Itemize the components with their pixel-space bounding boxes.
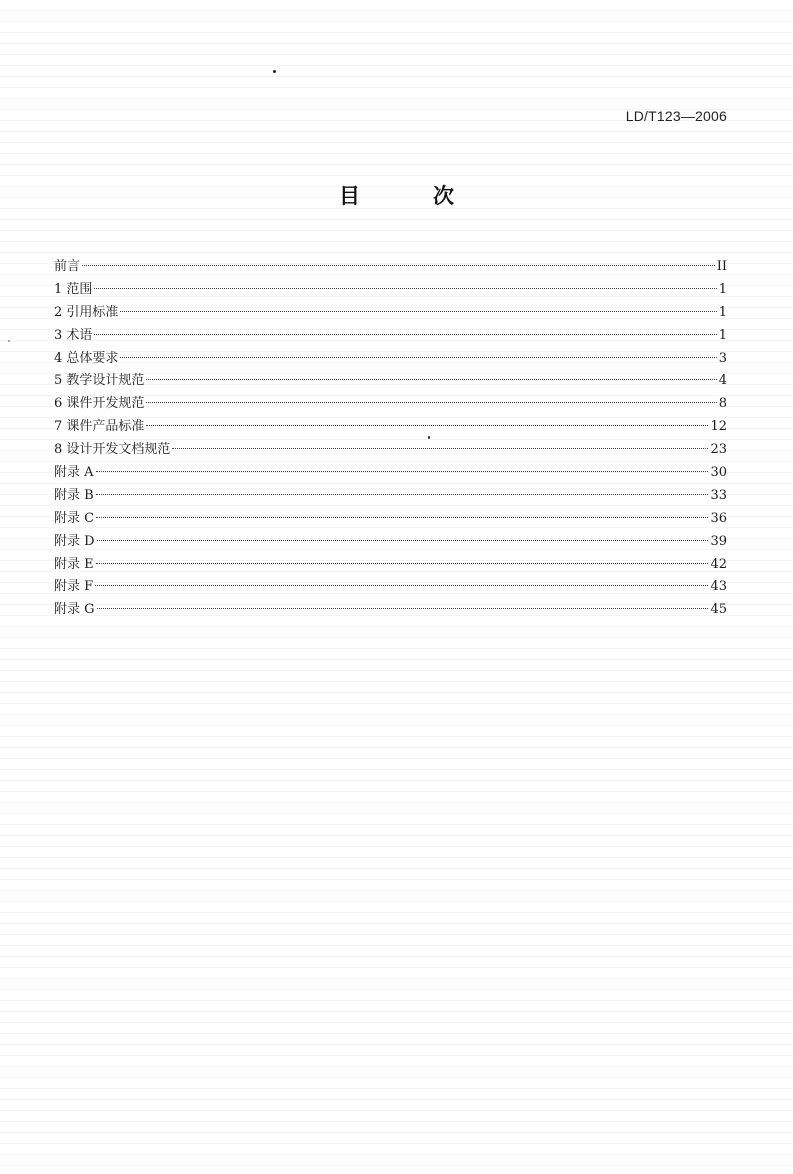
toc-entry-appendix-a[interactable] (54, 462, 727, 485)
dot-leader (82, 265, 715, 266)
scan-speck (273, 70, 276, 73)
toc-entry-page: 4 (718, 373, 727, 389)
toc-entry-page: 3 (718, 350, 727, 366)
toc-entry-page: 1 (718, 327, 727, 343)
toc-entry-label: 附录 G (54, 602, 95, 618)
page-title: 目 次 (339, 184, 480, 208)
toc-entry-label: 前言 (54, 259, 81, 274)
toc-entry-page: 45 (710, 602, 727, 618)
toc-entry-label: 附录 D (54, 533, 95, 549)
toc-entry-label: 附录 A (54, 465, 94, 481)
toc-entry-label: 5 教学设计规范 (54, 373, 145, 389)
toc-entry-page: II (716, 259, 727, 274)
toc-entry-page: 39 (710, 533, 727, 549)
dot-leader (146, 402, 716, 403)
dot-leader (96, 563, 709, 564)
toc-entry-label: 3 术语 (54, 327, 93, 343)
table-of-contents (54, 256, 727, 622)
dot-leader (97, 540, 709, 541)
toc-entry-page: 8 (718, 396, 727, 412)
toc-entry-label: 4 总体要求 (54, 350, 119, 366)
toc-entry-scope[interactable] (54, 279, 727, 302)
toc-entry-page: 1 (718, 304, 727, 320)
toc-entry-page: 12 (710, 419, 727, 435)
dot-leader (94, 288, 716, 289)
toc-entry-label: 1 范围 (54, 281, 93, 297)
toc-entry-foreword[interactable] (54, 256, 727, 279)
toc-entry-page: 23 (710, 442, 727, 458)
toc-entry-label: 附录 F (54, 579, 94, 595)
toc-entry-page: 42 (710, 556, 727, 572)
toc-entry-label: 附录 E (54, 556, 94, 572)
toc-entry-appendix-c[interactable] (54, 508, 727, 531)
dot-leader (97, 608, 709, 609)
toc-entry-page: 33 (710, 487, 727, 503)
dot-leader (95, 585, 708, 586)
dot-leader (146, 425, 708, 426)
toc-entry-label: 6 课件开发规范 (54, 396, 145, 412)
toc-entry-page: 36 (710, 510, 727, 526)
toc-entry-general-requirements[interactable] (54, 348, 727, 371)
toc-entry-appendix-d[interactable] (54, 531, 727, 554)
toc-entry-appendix-b[interactable] (54, 485, 727, 508)
dot-leader (120, 357, 716, 358)
toc-entry-instructional-design[interactable] (54, 370, 727, 393)
scan-speck (8, 340, 10, 342)
toc-entry-page: 43 (710, 579, 727, 595)
toc-entry-label: 8 设计开发文档规范 (54, 442, 171, 458)
toc-entry-page: 1 (718, 281, 727, 297)
toc-entry-label: 附录 B (54, 487, 94, 503)
toc-entry-design-documentation[interactable] (54, 439, 727, 462)
toc-entry-courseware-development[interactable] (54, 393, 727, 416)
toc-entry-appendix-f[interactable] (54, 576, 727, 599)
dot-leader (96, 471, 709, 472)
dot-leader (146, 379, 716, 380)
standard-code: LD/T123—2006 (625, 108, 727, 124)
dot-leader (96, 494, 709, 495)
toc-entry-label: 附录 C (54, 510, 95, 526)
dot-leader (94, 334, 716, 335)
toc-entry-appendix-g[interactable] (54, 599, 727, 622)
toc-entry-terms[interactable] (54, 325, 727, 348)
toc-entry-appendix-e[interactable] (54, 554, 727, 577)
toc-entry-courseware-product-standard[interactable] (54, 416, 727, 439)
toc-entry-normative-references[interactable] (54, 302, 727, 325)
toc-entry-label: 7 课件产品标准 (54, 419, 145, 435)
dot-leader (172, 448, 708, 449)
toc-entry-page: 30 (710, 465, 727, 481)
dot-leader (120, 311, 716, 312)
dot-leader (96, 517, 708, 518)
toc-entry-label: 2 引用标准 (54, 304, 119, 320)
